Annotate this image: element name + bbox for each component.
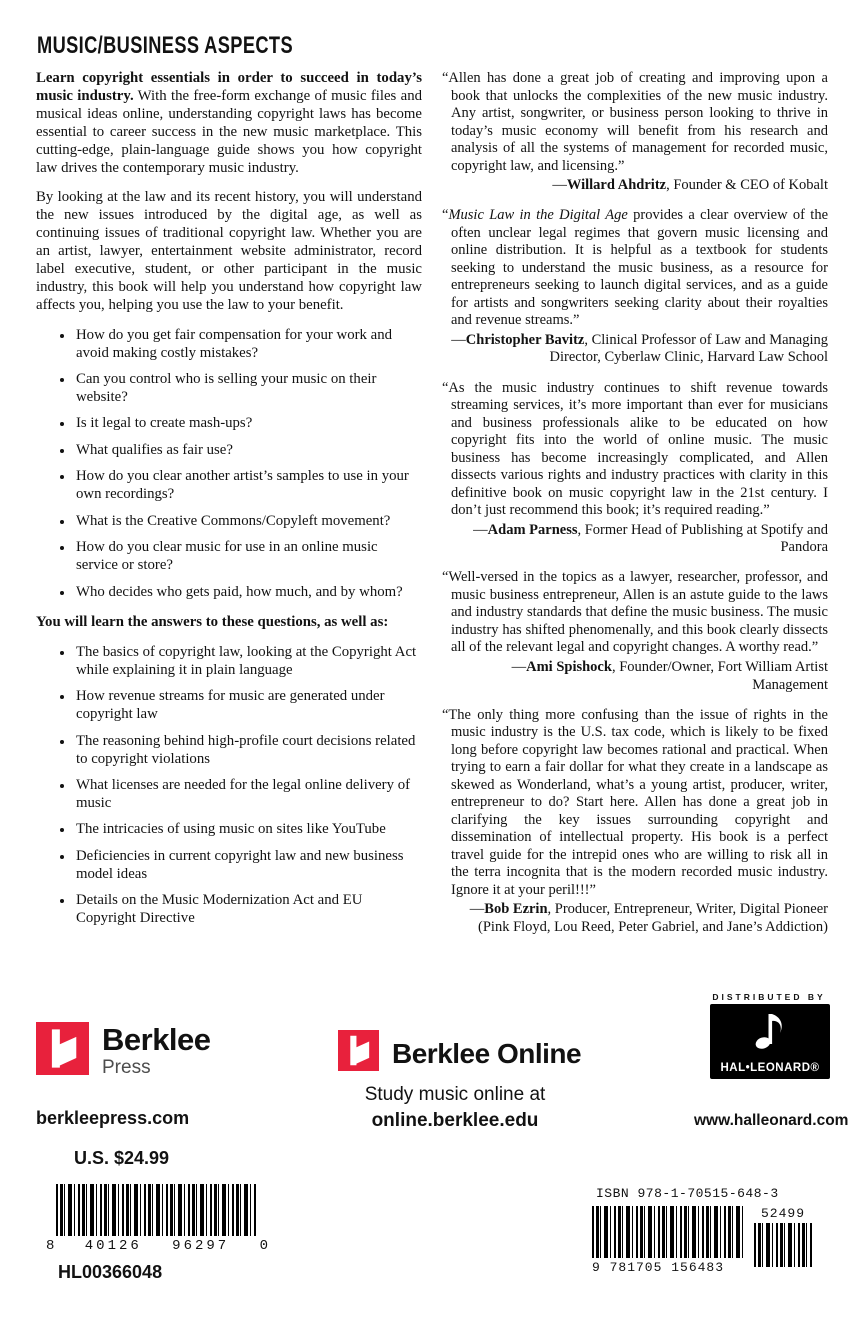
quote-text: “The only thing more confusing than the issue of rights in the music industry is the U.S. tax code, which is likely to be fixed long before copyright law becomes rational and practical. When trying to earn a fair dollar for what they create in a landscape as skewed as Wonderland, what’s a young artist, producer, writer, entrepreneur to do? Start here. Allen has done a great job in clarifying the key issues surrounding copyright and dissemination of intellectual property. His book is a perfect travel guide for the intrepid ones who are willing to risk all in the terra incognita that is the modern recorded music industry. Ignore it at your peril!!!” (442, 706, 828, 898)
answers-list (36, 644, 422, 929)
halleonard-url: www.halleonard.com (694, 1112, 849, 1129)
testimonial (442, 707, 828, 937)
list-item: • The basics of copyright law, looking at the Copyright Act while explaining it in plain language (74, 644, 422, 680)
price-label: U.S. $24.99 (74, 1148, 170, 1168)
intro-paragraph (36, 70, 422, 178)
list-item: • Details on the Music Modernization Act and EU Copyright Directive (74, 892, 422, 928)
upc-digit-right: 0 (259, 1238, 268, 1254)
quote-text: “As the music industry continues to shift revenue towards streaming services, it’s more important than ever for musicians and business professionals alike to be educated on how copyright fits into the world of online music. The music business has become increasingly complicated, and Allen dissects various rights and industry practices with clarity in this definitive book on music copyright law in the 21st century. I don’t just recommend this book; it’s required reading.” (442, 379, 828, 519)
upc-group-2: 96297 (172, 1238, 230, 1254)
isbn-label: ISBN 978-1-70515-648-3 (596, 1186, 779, 1201)
quote-attribution: —Bob Ezrin, Producer, Entrepreneur, Writer, Digital Pioneer (Pink Floyd, Lou Reed, Peter Gabriel, and Jane’s Addiction) (469, 901, 828, 935)
quote-attribution: —Willard Ahdritz, Founder & CEO of Kobalt (552, 177, 828, 194)
hal-leonard-logo (710, 1004, 830, 1079)
overview-paragraph: By looking at the law and its recent history, you will understand the new issues introduced by the digital age, as well as continuing issues of traditional copyright law. Whether you are an artist, lawyer, entertainment website administrator, record label executive, student, or other participant in the music industry, this book will help you understand how copyright law affects you, helping you use the law to your benefit. (36, 188, 422, 313)
ean-main (592, 1206, 744, 1275)
list-item: • What licenses are needed for the legal online delivery of music (74, 777, 422, 813)
ean-addon-digits: 52499 (760, 1206, 805, 1221)
testimonials-column (442, 70, 828, 949)
ean-addon (754, 1206, 812, 1267)
questions-list (36, 327, 422, 602)
berklee-online-logo-icon (338, 1030, 379, 1071)
quote-text: “Well-versed in the topics as a lawyer, researcher, professor, and music business entrepreneur, Allen is an astute guide to the laws and industry standards that define the music business. The music industry has shifted phenomenally, and this book clearly dissects all of the relevant legal and copyright changes. A worthy read.” (442, 569, 828, 656)
barcode-bars (754, 1223, 812, 1267)
quote-text: “Allen has done a great job of creating and improving upon a book that unlocks the complexities of the new music industry. Any artist, songwriter, or business person looking to thrive in today’s music economy will benefit from his research and analysis of all the systems of management for recorded music, copyright law, and licensing.” (442, 70, 828, 174)
testimonial (442, 380, 828, 557)
berklee-online-tagline (330, 1082, 580, 1133)
list-item: • The intricacies of using music on sites like YouTube (74, 821, 422, 839)
category-heading: MUSIC/BUSINESS ASPECTS (37, 32, 293, 59)
tagline-text: Study music online at (364, 1084, 546, 1105)
isbn-barcode-block (592, 1186, 838, 1275)
list-item: • How do you clear another artist’s samples to use in your own recordings? (74, 468, 422, 504)
hal-leonard-wordmark: HAL•LEONARD® (720, 1062, 820, 1074)
quote-attribution: —Christopher Bavitz, Clinical Professor of Law and Managing Director, Cyberlaw Clinic, Harvard Law School (451, 331, 828, 366)
hl-catalog-number: HL00366048 (58, 1262, 163, 1282)
berklee-online-url: online.berklee.edu (371, 1109, 539, 1131)
answers-heading: You will learn the answers to these questions, as well as: (36, 613, 389, 630)
quote-attribution: —Ami Spishock, Founder/Owner, Fort William Artist Management (511, 658, 828, 693)
list-item: • Is it legal to create mash-ups? (74, 415, 422, 433)
berklee-press-logo-icon (36, 1022, 89, 1075)
intro-rest: With the free-form exchange of music files and musical ideas online, understanding copyright laws has become essential to career success in the new music marketplace. This cutting-edge, plain-language guide shows you how copyright law drives the contemporary music industry. (36, 87, 422, 176)
testimonial (442, 70, 828, 195)
berklee-press-wordmark (102, 1024, 211, 1079)
quote-attribution: —Adam Parness, Former Head of Publishing at Spotify and Pandora (473, 521, 828, 556)
list-item: • Deficiencies in current copyright law and new business model ideas (74, 848, 422, 884)
list-item: • What is the Creative Commons/Copyleft movement? (74, 513, 422, 531)
quote-text: “Music Law in the Digital Age provides a clear overview of the often unclear legal regimes that govern music licensing and online distribution. It is helpful as a textbook for students seeking to understand the music business, as a resource for entrepreneurs seeking to launch digital services, and as a guide for artists and songwriters seeking clarity about their royalties and revenue streams.” (442, 207, 829, 329)
list-item: • Can you control who is selling your music on their website? (74, 371, 422, 407)
testimonial (442, 569, 828, 694)
ean-digits: 9 781705 156483 (592, 1260, 725, 1275)
berklee-online-wordmark: Berklee Online (392, 1038, 582, 1069)
berklee-press-name: Berklee (102, 1022, 211, 1057)
intro-lead: Learn copyright essentials in order to succeed in today’s music industry. (36, 70, 422, 104)
upc-group-1: 40126 (84, 1238, 142, 1254)
list-item: • Who decides who gets paid, how much, and by whom? (74, 584, 422, 602)
barcode-bars (592, 1206, 744, 1258)
distributed-by-label: DISTRIBUTED BY (712, 992, 826, 1002)
upc-digit-left: 8 (46, 1238, 55, 1254)
list-item: • What qualifies as fair use? (74, 442, 422, 460)
list-item: • The reasoning behind high-profile court decisions related to copyright violations (74, 733, 422, 769)
testimonial (442, 207, 828, 367)
upc-digits (46, 1238, 268, 1254)
berkleepress-url: berkleepress.com (36, 1108, 190, 1128)
list-item: • How revenue streams for music are generated under copyright law (74, 688, 422, 724)
music-note-icon (750, 1008, 790, 1057)
list-item: • How do you get fair compensation for your work and avoid making costly mistakes? (74, 327, 422, 363)
description-column (36, 70, 422, 949)
barcode-bars (56, 1184, 256, 1236)
body-columns (36, 70, 828, 949)
upc-barcode (46, 1184, 268, 1254)
list-item: • How do you clear music for use in an online music service or store? (74, 539, 422, 575)
berklee-press-sub: Press (102, 1057, 151, 1078)
